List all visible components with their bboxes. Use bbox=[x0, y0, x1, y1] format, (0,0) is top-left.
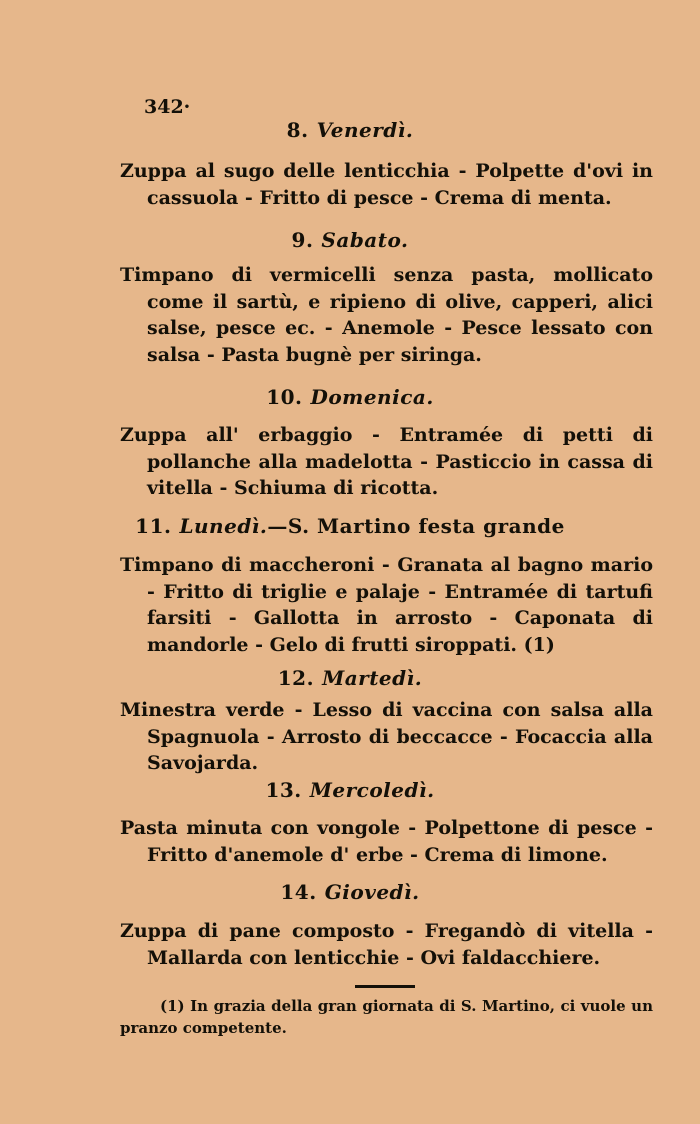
menu-text: Pasta minuta con vongole - Polpettone di pesce - Fritto d'anemole d' erbe - Crema di limone. bbox=[120, 817, 653, 866]
day-name: Giovedì. bbox=[324, 880, 420, 904]
menu-entry bbox=[120, 158, 653, 211]
day-heading bbox=[0, 880, 700, 904]
footnote-rule bbox=[355, 985, 415, 988]
page-number: 342· bbox=[144, 96, 191, 118]
menu-entry bbox=[120, 918, 653, 971]
menu-text: Minestra verde - Lesso di vaccina con salsa alla Spagnuola - Arrosto di beccacce - Focaccia alla Savojarda. bbox=[120, 699, 653, 774]
day-number: 8. bbox=[286, 118, 309, 142]
menu-entry bbox=[120, 815, 653, 868]
day-name: Venerdì. bbox=[316, 118, 414, 142]
day-name: Mercoledì. bbox=[309, 778, 435, 802]
menu-entry bbox=[120, 262, 653, 368]
day-heading bbox=[0, 118, 700, 142]
day-name: Martedì. bbox=[322, 666, 423, 690]
menu-text: Zuppa di pane composto - Fregandò di vitella - Mallarda con lenticchie - Ovi faldacchiere. bbox=[120, 920, 653, 969]
day-number: 11. bbox=[135, 514, 172, 538]
day-name: Lunedì. bbox=[179, 514, 268, 538]
menu-text: Zuppa all' erbaggio - Entramée di petti di pollanche alla madelotta - Pasticcio in cassa di vitella - Schiuma di ricotta. bbox=[120, 424, 653, 499]
day-number: 9. bbox=[291, 228, 314, 252]
menu-entry bbox=[120, 697, 653, 777]
day-feast: —S. Martino festa grande bbox=[267, 514, 565, 538]
day-number: 10. bbox=[266, 385, 303, 409]
day-heading bbox=[0, 228, 700, 252]
footnote: (1) In grazia della gran giornata di S. Martino, ci vuole un pranzo competente. bbox=[120, 997, 653, 1037]
day-heading bbox=[0, 514, 700, 538]
menu-text: Zuppa al sugo delle lenticchia - Polpette d'ovi in cassuola - Fritto di pesce - Crema di menta. bbox=[120, 160, 653, 209]
menu-entry bbox=[120, 422, 653, 502]
day-heading bbox=[0, 666, 700, 690]
day-number: 13. bbox=[265, 778, 302, 802]
menu-entry bbox=[120, 552, 653, 658]
day-heading bbox=[0, 778, 700, 802]
day-number: 12. bbox=[277, 666, 315, 690]
day-name: Sabato. bbox=[321, 228, 409, 252]
day-name: Domenica. bbox=[310, 385, 434, 409]
menu-text: Timpano di maccheroni - Granata al bagno mario - Fritto di triglie e palaje - Entramée di tartufi farsiti - Gallotta in arrosto - Caponata di mandorle - Gelo di frutti siroppati. (1) bbox=[120, 554, 653, 656]
menu-text: Timpano di vermicelli senza pasta, mollicato come il sartù, e ripieno di olive, capperi, alici salse, pesce ec. - Anemole - Pesce lessato con salsa - Pasta bugnè per siringa. bbox=[120, 264, 653, 366]
day-number: 14. bbox=[280, 880, 317, 904]
day-heading bbox=[0, 385, 700, 409]
